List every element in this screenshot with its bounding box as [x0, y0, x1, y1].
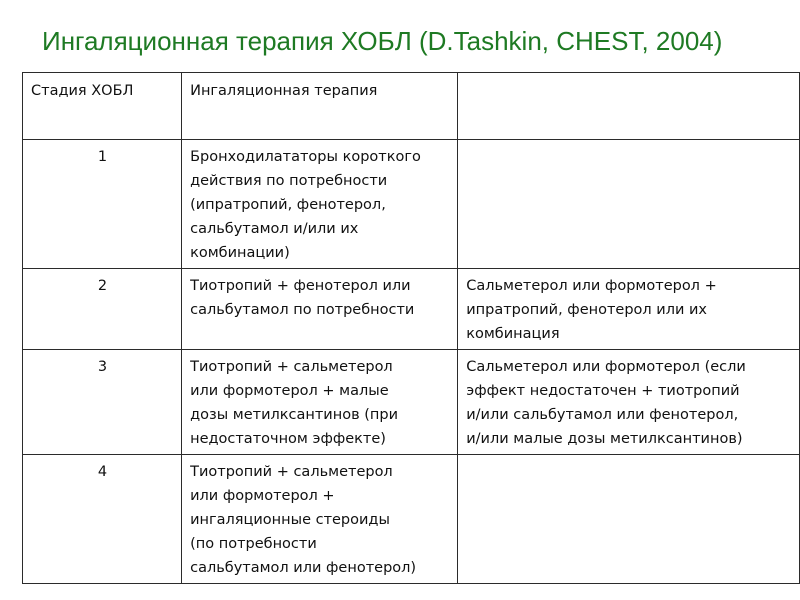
therapy-cell	[182, 455, 458, 584]
alternative-cell	[458, 140, 800, 269]
slide-title: Ингаляционная терапия ХОБЛ (D.Tashkin, CHEST, 2004)	[42, 26, 723, 56]
alternative-cell	[458, 455, 800, 584]
therapy-line: (по потребности	[190, 536, 317, 552]
stage-number: 4	[23, 455, 182, 584]
therapy-line: сальбутамол и/или их	[190, 221, 359, 237]
table-header-row	[23, 73, 800, 140]
table-row	[23, 455, 800, 584]
alternative-line: и/или сальбутамол или фенотерол,	[466, 407, 739, 423]
table-row	[23, 140, 800, 269]
therapy-line: или формотерол + малые	[190, 383, 389, 399]
alternative-line: Сальметерол или формотерол +	[466, 278, 717, 294]
alternative-line: комбинация	[466, 326, 560, 342]
therapy-table	[22, 72, 800, 584]
header-stage: Стадия ХОБЛ	[23, 73, 182, 140]
therapy-line: сальбутамол по потребности	[190, 302, 415, 318]
table-row	[23, 269, 800, 350]
therapy-line: дозы метилксантинов (при	[190, 407, 398, 423]
therapy-line: недостаточном эффекте)	[190, 431, 386, 447]
stage-number: 1	[23, 140, 182, 269]
therapy-line: Тиотропий + сальметерол	[190, 464, 393, 480]
header-therapy: Ингаляционная терапия	[182, 73, 458, 140]
therapy-line: или формотерол +	[190, 488, 335, 504]
therapy-line: Тиотропий + сальметерол	[190, 359, 393, 375]
therapy-line: (ипратропий, фенотерол,	[190, 197, 386, 213]
stage-number: 3	[23, 350, 182, 455]
alternative-line: эффект недостаточен + тиотропий	[466, 383, 740, 399]
stage-number: 2	[23, 269, 182, 350]
therapy-cell	[182, 140, 458, 269]
therapy-line: Тиотропий + фенотерол или	[190, 278, 411, 294]
therapy-line: ингаляционные стероиды	[190, 512, 390, 528]
alternative-line: ипратропий, фенотерол или их	[466, 302, 708, 318]
alternative-cell	[458, 350, 800, 455]
alternative-line: Сальметерол или формотерол (если	[466, 359, 746, 375]
header-alternative	[458, 73, 800, 140]
therapy-cell	[182, 269, 458, 350]
therapy-line: комбинации)	[190, 245, 290, 261]
therapy-line: сальбутамол или фенотерол)	[190, 560, 417, 576]
therapy-cell	[182, 350, 458, 455]
alternative-line: и/или малые дозы метилксантинов)	[466, 431, 743, 447]
alternative-cell	[458, 269, 800, 350]
therapy-line: Бронходилататоры короткого	[190, 149, 421, 165]
table-row	[23, 350, 800, 455]
therapy-line: действия по потребности	[190, 173, 388, 189]
